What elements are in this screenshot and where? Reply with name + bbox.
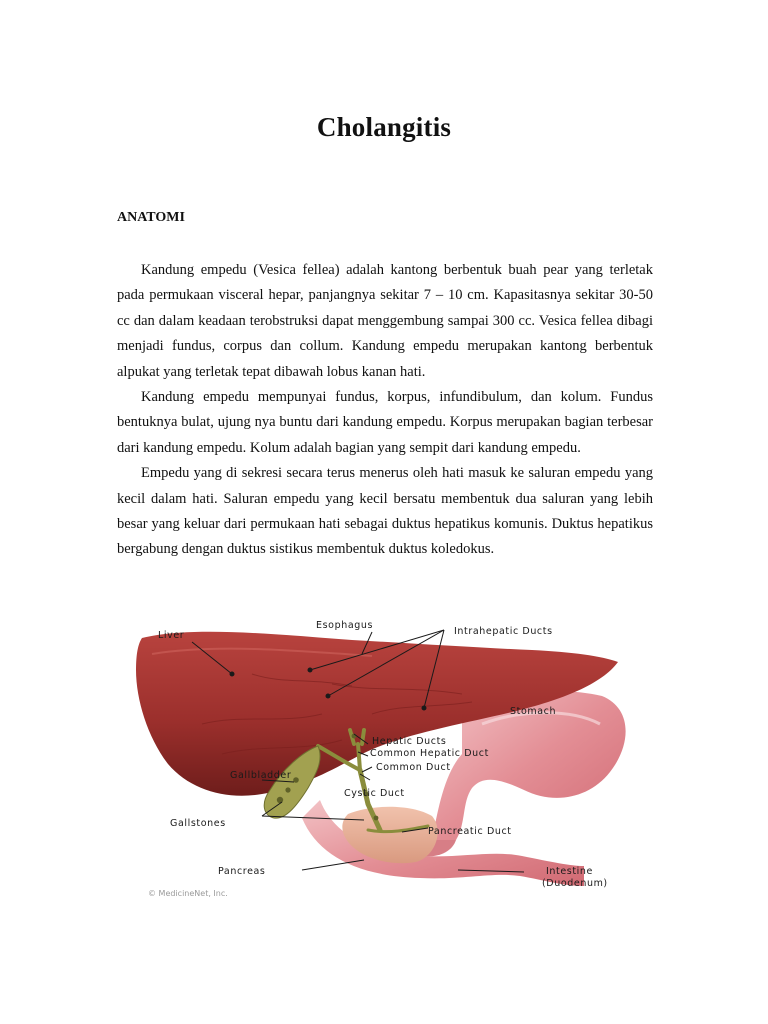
gallstone bbox=[374, 816, 379, 821]
paragraph: Kandung empedu (Vesica fellea) adalah kantong berbentuk buah pear yang terletak pada permukaan visceral hepar, panjangnya sekitar 7 – 10 cm. Kapasitasnya sekitar 30-50 cc dan dalam keadaan terobstruksi dapat menggembung sampai 300 cc. Vesica fellea dibagi menjadi fundus, corpus dan collum. Kandung empedu merupakan kantong berbentuk alpukat yang terletak tepat dibawah lobus kanan hati. bbox=[117, 262, 653, 380]
section-heading: ANATOMI bbox=[117, 210, 185, 225]
label-common-hepatic-duct: Common Hepatic Duct bbox=[370, 748, 489, 759]
label-duodenum: (Duodenum) bbox=[542, 878, 608, 889]
label-pancreas: Pancreas bbox=[218, 866, 266, 877]
label-hepatic-ducts: Hepatic Ducts bbox=[372, 736, 447, 747]
paragraph: Kandung empedu mempunyai fundus, korpus, infundibulum, dan kolum. Fundus bentuknya bulat, ujung nya buntu dari kandung empedu. Korpus merupakan bagian terbesar dari kandung empedu. Kolum adalah bagian yang sempit dari kandung empedu. bbox=[117, 389, 653, 456]
paragraph: Empedu yang di sekresi secara terus menerus oleh hati masuk ke saluran empedu yang kecil dalam hati. Saluran empedu yang kecil bersatu membentuk dua saluran yang lebih besar yang keluar dari permukaan hati sebagai duktus hepatikus komunis. Duktus hepatikus bergabung dengan duktus sistikus membentuk duktus koledokus. bbox=[117, 465, 653, 558]
anatomy-illustration bbox=[132, 604, 636, 904]
figure-credit: © MedicineNet, Inc. bbox=[148, 889, 228, 898]
label-cystic-duct: Cystic Duct bbox=[344, 788, 405, 799]
anatomy-figure bbox=[132, 604, 636, 904]
label-liver: Liver bbox=[158, 630, 185, 641]
common-hepatic-duct bbox=[358, 744, 360, 770]
label-intestine: Intestine bbox=[546, 866, 593, 877]
gallstone bbox=[277, 797, 283, 803]
label-gallbladder: Gallbladder bbox=[230, 770, 292, 781]
body-text bbox=[117, 258, 653, 563]
gallstone bbox=[285, 787, 290, 792]
label-esophagus: Esophagus bbox=[316, 620, 374, 631]
label-pancreatic-duct: Pancreatic Duct bbox=[428, 826, 512, 837]
label-common-duct: Common Duct bbox=[376, 762, 451, 773]
label-gallstones: Gallstones bbox=[170, 818, 226, 829]
label-intrahepatic-ducts: Intrahepatic Ducts bbox=[454, 626, 553, 637]
label-stomach: Stomach bbox=[510, 706, 557, 717]
hepatic-duct-right bbox=[362, 730, 364, 744]
gallstone bbox=[293, 777, 299, 783]
document-title: Cholangitis bbox=[316, 112, 452, 142]
